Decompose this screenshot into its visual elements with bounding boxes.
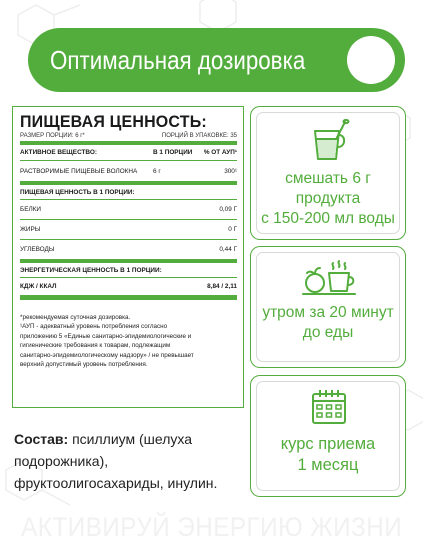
- banner-circle-icon: [347, 36, 395, 84]
- macro-value: 0,44 Г: [219, 246, 237, 253]
- nutrition-title: ПИЩЕВАЯ ЦЕННОСТЬ:: [20, 112, 207, 131]
- card-line: до еды: [302, 324, 354, 341]
- macro-name: ЖИРЫ: [20, 226, 41, 233]
- calendar-icon: [310, 388, 348, 426]
- footnote-line: санитарно-эпидемиологическому надзору» / не превышает: [20, 351, 194, 359]
- macro-value: 0 Г: [228, 226, 237, 233]
- serving-info: [20, 133, 237, 139]
- table-row-protein: [20, 200, 237, 219]
- card-course: [250, 375, 406, 497]
- table-row-fat: [20, 220, 237, 239]
- breakfast-icon: [301, 259, 357, 297]
- slogan: АКТИВИРУЙ ЭНЕРГИЮ ЖИЗНИ: [21, 512, 403, 542]
- card-line: 1 месяц: [297, 456, 359, 474]
- nutrition-facts-panel: [12, 106, 244, 408]
- card-line: курс приема: [280, 435, 376, 453]
- footnote-line: приложению 5 «Единые санитарно-эпидемиологические и: [20, 332, 192, 340]
- table-row-energy: [20, 278, 237, 295]
- header-per-serving: В 1 ПОРЦИИ: [153, 149, 193, 156]
- active-percent: 300¹: [224, 167, 237, 175]
- active-amount: 6 г: [153, 167, 161, 175]
- card-mixing: [250, 106, 406, 240]
- energy-title-row: [20, 263, 237, 277]
- card-text: [251, 169, 405, 229]
- card-timing: [250, 246, 406, 368]
- dosage-banner: [28, 28, 405, 92]
- table-row-active: [20, 161, 237, 181]
- composition-label: Состав:: [14, 431, 69, 447]
- banner-title: Оптимальная дозировка: [50, 44, 306, 75]
- table-header-row: [20, 145, 237, 160]
- footnote-line: гигиенические требования к товарам, подлежащим: [20, 342, 171, 350]
- composition: [14, 428, 239, 494]
- energy-name: КДЖ / ККАЛ: [20, 283, 57, 290]
- per-serving-title: ПИЩЕВАЯ ЦЕННОСТЬ В 1 ПОРЦИИ:: [20, 188, 135, 196]
- active-name: РАСТВОРИМЫЕ ПИЩЕВЫЕ ВОЛОКНА: [20, 167, 138, 175]
- serving-size: РАЗМЕР ПОРЦИИ: 6 г*: [20, 133, 85, 139]
- servings-per-pack: ПОРЦИЙ В УПАКОВКЕ: 35: [161, 133, 237, 139]
- card-text: [251, 303, 405, 343]
- footnote-line: *рекомендуемая суточная дозировка.: [20, 314, 131, 321]
- energy-title: ЭНЕРГЕТИЧЕСКАЯ ЦЕННОСТЬ В 1 ПОРЦИИ:: [20, 266, 162, 274]
- footnote-line: ¹АУП - адекватный уровень потребления согласно: [20, 323, 168, 331]
- per-serving-title-row: [20, 185, 237, 199]
- table-row-carbs: [20, 240, 237, 259]
- macro-value: 0,09 Г: [219, 206, 237, 213]
- card-line: с 150-200 мл воды: [261, 210, 395, 227]
- composition-text: псиллиум (шелуха подорожника), фруктоолигосахариды, инулин.: [14, 431, 218, 491]
- macro-name: БЕЛКИ: [20, 206, 41, 213]
- footnote-line: верхний допустимый уровень потребления.: [20, 361, 148, 369]
- card-text: [251, 434, 405, 476]
- footnotes: [20, 313, 237, 369]
- divider-bar: [20, 295, 237, 300]
- card-line: утром за 20 минут: [262, 304, 394, 321]
- card-line: смешать 6 г продукта: [285, 170, 371, 207]
- glass-with-spoon-icon: [309, 119, 351, 163]
- macro-name: УГЛЕВОДЫ: [20, 246, 55, 253]
- header-percent: % ОТ АУП¹: [203, 149, 237, 156]
- header-active: АКТИВНОЕ ВЕЩЕСТВО:: [20, 149, 97, 156]
- energy-value: 8,84 / 2,11: [207, 283, 237, 290]
